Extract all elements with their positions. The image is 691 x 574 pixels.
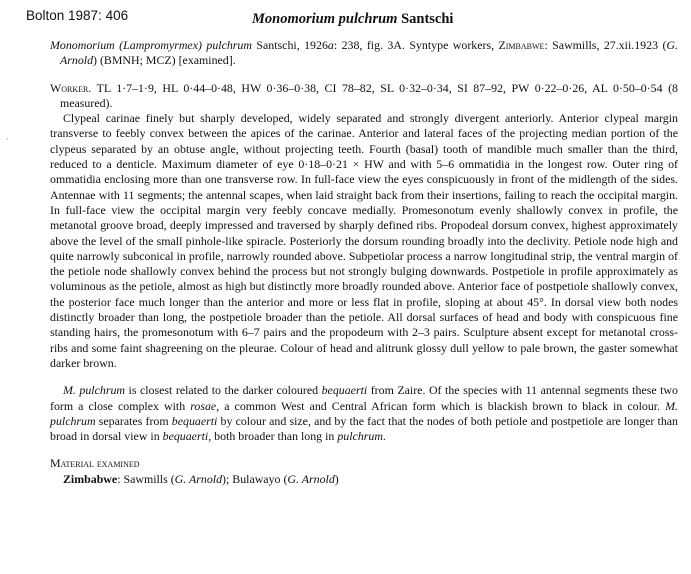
- species-ref: M. pulchrum: [50, 398, 678, 428]
- species-title-author: Santschi: [401, 11, 454, 27]
- material-country: Zimbabwe: [63, 471, 118, 486]
- material-text: ); Bulawayo (: [222, 471, 288, 486]
- original-combination: Monomorium (Lampromyrmex) pulchrum: [50, 38, 252, 52]
- discussion-text: from Zaire. Of the species with 11 antennal segments these two form a close complex with: [50, 383, 678, 413]
- species-ref: rosae: [190, 398, 217, 413]
- material-text: : Sawmills (: [117, 471, 175, 486]
- material-heading: [50, 456, 678, 471]
- citation: Santschi, 1926: [256, 38, 328, 52]
- document-body: [50, 38, 678, 487]
- type-country: Zimbabwe: [498, 38, 545, 52]
- species-ref: M. pulchrum: [63, 383, 125, 398]
- discussion-text: by colour and size, and by the fact that the nodes of both petiole and postpetiole are longer than broad in dorsal view in: [50, 413, 678, 444]
- discussion-text: , both broader than long in: [208, 429, 335, 444]
- species-ref: bequaerti: [171, 413, 218, 428]
- material-text: ): [334, 471, 339, 486]
- species-title: [252, 11, 453, 28]
- citation-detail: : 238, fig. 3A. Syntype workers,: [333, 38, 495, 52]
- depository: ) (BMNH; MCZ) [examined].: [93, 53, 236, 68]
- worker-measurements: [50, 81, 678, 112]
- species-ref: bequaerti: [162, 429, 209, 444]
- citation-suffix: a: [327, 38, 334, 52]
- discussion-text: .: [382, 429, 386, 444]
- material-heading-text: Material examined: [50, 456, 140, 471]
- worker-description: Clypeal carinae finely but sharply developed, widely separated and strongly divergent anteriorly. Anterior clypeal margin transverse to feebly convex between the apices of the carinae. Anterior and lateral faces of the projecting median portion of the clypeus separated by an obtuse angle, without projecting teeth. Fourth (basal) tooth of mandible much smaller than the third, reduced to a denticle. Maximum diameter of eye 0·18–0·21 × HW and with 5–6 ommatidia in the longest row. Outer ring of ommatidia enclosing more than one transverse row. In full-face view the eyes conspicuously in front of the midlength of the sides. Antennae with 11 segments; the antennal scapes, when laid straight back from their insertions, failing to reach the occipital margin. In full-face view the occipital margin very feebly concave medially. Promesonotum evenly shallowly convex in profile, the metanotal groove broad, deeply impressed and traversed by sharply defined ribs. Propodeal dorsum convex, highest approximately above the level of the small pinhole-like spiracle. Posteriorly the dorsum rounding broadly into the declivity. Petiole node high and quite narrowly subconical in profile, narrowly rounded above. Subpetiolar process a narrow longitudinal strip, the ventral margin of the petiole node shallowly convex behind the process but not strongly bulging downwards. Postpetiole in profile approximately as voluminous as the petiole, almost as high but distinctly more broadly rounded above. Anterior face of postpetiole shallowly convex, the posterior face much longer than the anterior and more or less flat in profile, sloping at about 45°. In dorsal view both nodes distinctly broader than long, the postpetiole broader than the petiole. All dorsal surfaces of head and body with conspicuous fine standing hairs, the promesonotum with 6–7 pairs and the propodeum with 2–3 pairs. Sculpture absent except for metanotal cross-ribs and some faint shagreening on the pleurae. Colour of head and alitrunk glossy dull yellow to pale brown, the gaster somewhat darker brown.: [50, 111, 678, 370]
- discussion-text: is closest related to the darker coloured: [128, 383, 319, 398]
- type-locality: : Sawmills, 27.xii.1923 (: [544, 38, 667, 52]
- discussion-text: , a common West and Central African form which is blackish brown to black in colour.: [216, 398, 661, 413]
- discussion-paragraph: [50, 383, 678, 444]
- worker-label: Worker: [50, 80, 89, 95]
- discussion-text: separates from: [98, 413, 169, 428]
- synonymy-paragraph: [50, 38, 678, 69]
- species-title-name: Monomorium pulchrum: [252, 11, 398, 27]
- species-ref: pulchrum: [337, 429, 383, 444]
- measurements-text: . TL 1·7–1·9, HL 0·44–0·48, HW 0·36–0·38, CI 78–82, SL 0·32–0·34, SI 87–92, PW 0·22–0·26, AL 0·50–0·54 (8 measured).: [60, 80, 678, 110]
- running-head: Bolton 1987: 406: [26, 8, 129, 23]
- stray-mark: ·: [6, 135, 9, 144]
- species-ref: bequaerti: [321, 383, 368, 398]
- material-collector: G. Arnold: [174, 471, 223, 486]
- material-list: [50, 472, 678, 487]
- material-collector: G. Arnold: [287, 471, 335, 486]
- type-collector: G. Arnold: [60, 38, 678, 68]
